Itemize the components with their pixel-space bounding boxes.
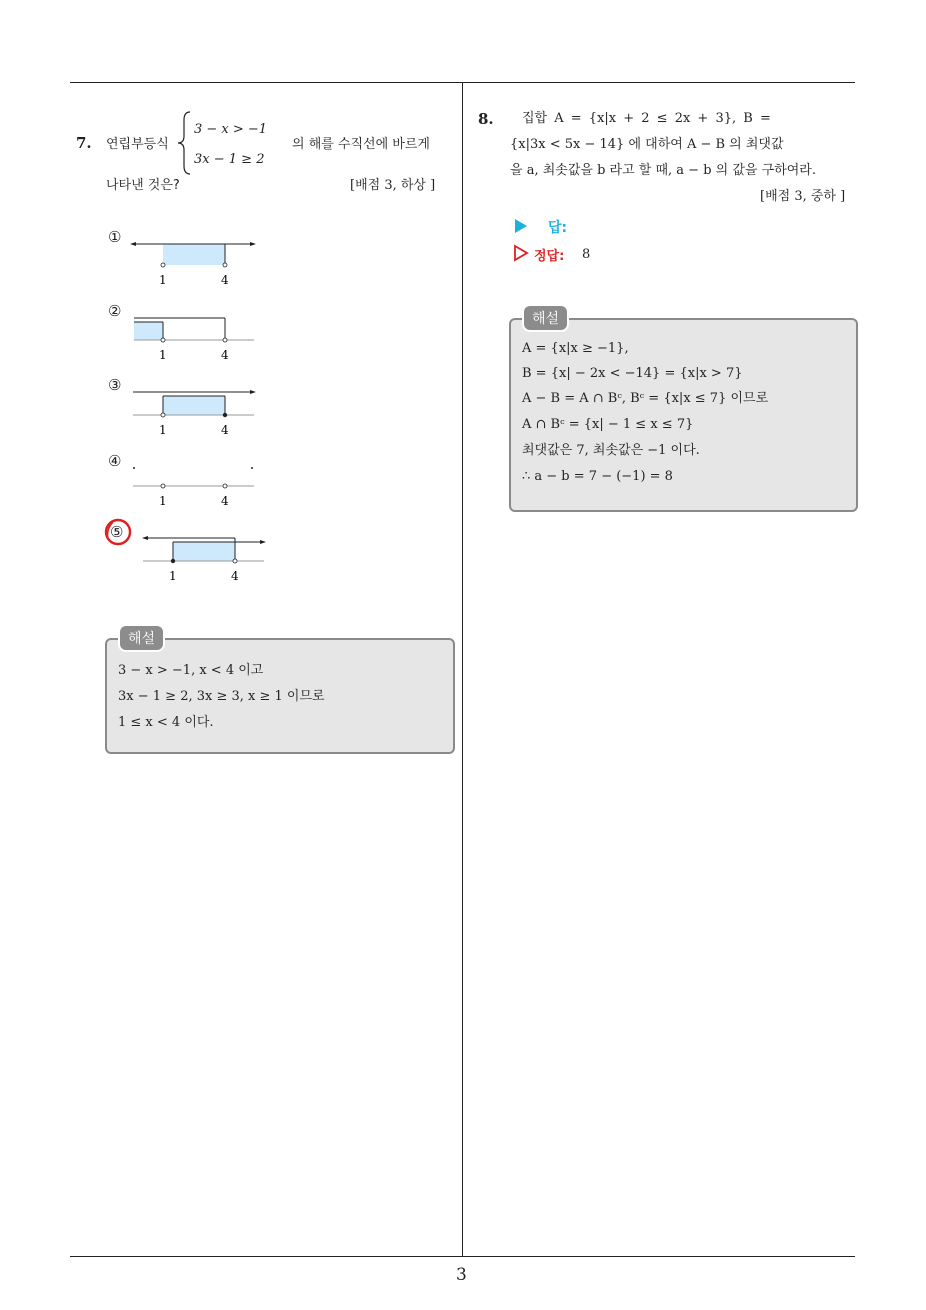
- q8-meta: [배점 3, 중하 ]: [760, 189, 846, 204]
- q7-explain-line-1: 3 − x > −1, x < 4 이고: [118, 663, 264, 678]
- q7-inequality-1: 3 − x > −1: [194, 122, 268, 137]
- choice-3-mark[interactable]: ③: [108, 376, 122, 394]
- q7-brace-icon: [176, 110, 192, 176]
- choice-5-mark[interactable]: ⑤: [110, 523, 124, 541]
- choice-1-mark[interactable]: ①: [108, 228, 122, 246]
- q8-line-1: 집합 A = {x|x + 2 ≤ 2x + 3}, B =: [522, 111, 771, 126]
- q8-explanation-tag-wrap: [522, 304, 569, 332]
- choice-2-tick-1: 1: [159, 348, 167, 362]
- choice-3-tick-1: 1: [159, 423, 167, 437]
- answer-input[interactable]: [580, 215, 780, 235]
- choice-5-tick-4: 4: [231, 569, 239, 583]
- q7-explain-line-2: 3x − 1 ≥ 2, 3x ≥ 3, x ≥ 1 이므로: [118, 689, 325, 704]
- choice-5-numberline[interactable]: [138, 530, 273, 586]
- q8-explain-line-1: A = {x|x ≥ −1},: [522, 341, 629, 356]
- correct-answer-value: 8: [582, 247, 591, 262]
- choice-4-mark[interactable]: ④: [108, 452, 122, 470]
- correct-answer-triangle-icon: [513, 244, 529, 262]
- choice-2-numberline[interactable]: [128, 308, 263, 364]
- q7-suffix: 의 해를 수직선에 바르게: [292, 137, 430, 152]
- q8-line-2: {x|3x < 5x − 14} 에 대하여 A − B 의 최댓값: [510, 137, 784, 152]
- choice-4-tick-4: 4: [221, 494, 229, 508]
- choice-2-mark[interactable]: ②: [108, 302, 122, 320]
- page-number: 3: [456, 1265, 467, 1285]
- q8-explain-line-4: A ∩ Bᶜ = {x| − 1 ≤ x ≤ 7}: [522, 417, 694, 432]
- choice-3-tick-4: 4: [221, 423, 229, 437]
- choice-4-tick-1: 1: [159, 494, 167, 508]
- bottom-rule: [70, 1256, 855, 1257]
- q7-line2: 나타낸 것은?: [106, 178, 180, 193]
- choice-4-numberline[interactable]: [128, 458, 263, 514]
- q7-number: 7.: [76, 134, 92, 152]
- q8-explain-line-3: A − B = A ∩ Bᶜ, Bᶜ = {x|x ≤ 7} 이므로: [522, 391, 769, 406]
- choice-2-tick-4: 4: [221, 348, 229, 362]
- q8-explain-line-5: 최댓값은 7, 최솟값은 −1 이다.: [522, 443, 700, 458]
- q7-explanation-tag-wrap: [118, 624, 165, 652]
- choice-1-tick-4: 4: [221, 273, 229, 287]
- answer-label: 답:: [548, 220, 568, 236]
- q8-number: 8.: [478, 110, 494, 128]
- correct-answer-label: 정답:: [534, 249, 565, 264]
- column-divider: [462, 82, 463, 1257]
- q8-line-3: 을 a, 최솟값을 b 라고 할 때, a − b 의 값을 구하여라.: [510, 163, 816, 178]
- choice-5-tick-1: 1: [169, 569, 177, 583]
- q7-prefix: 연립부등식: [106, 137, 169, 152]
- q8-explanation-tag: 해설: [524, 306, 567, 330]
- q7-meta: [배점 3, 하상 ]: [350, 178, 436, 193]
- choice-1-tick-1: 1: [159, 273, 167, 287]
- choice-3-numberline[interactable]: [128, 384, 263, 440]
- q8-explain-line-2: B = {x| − 2x < −14} = {x|x > 7}: [522, 366, 743, 381]
- q7-explanation-tag: 해설: [120, 626, 163, 650]
- q7-explain-line-3: 1 ≤ x < 4 이다.: [118, 715, 214, 730]
- q7-inequality-2: 3x − 1 ≥ 2: [194, 152, 265, 167]
- q8-explain-line-6: ∴ a − b = 7 − (−1) = 8: [522, 469, 673, 484]
- choice-1-numberline[interactable]: [128, 236, 263, 292]
- answer-play-icon: [514, 218, 528, 234]
